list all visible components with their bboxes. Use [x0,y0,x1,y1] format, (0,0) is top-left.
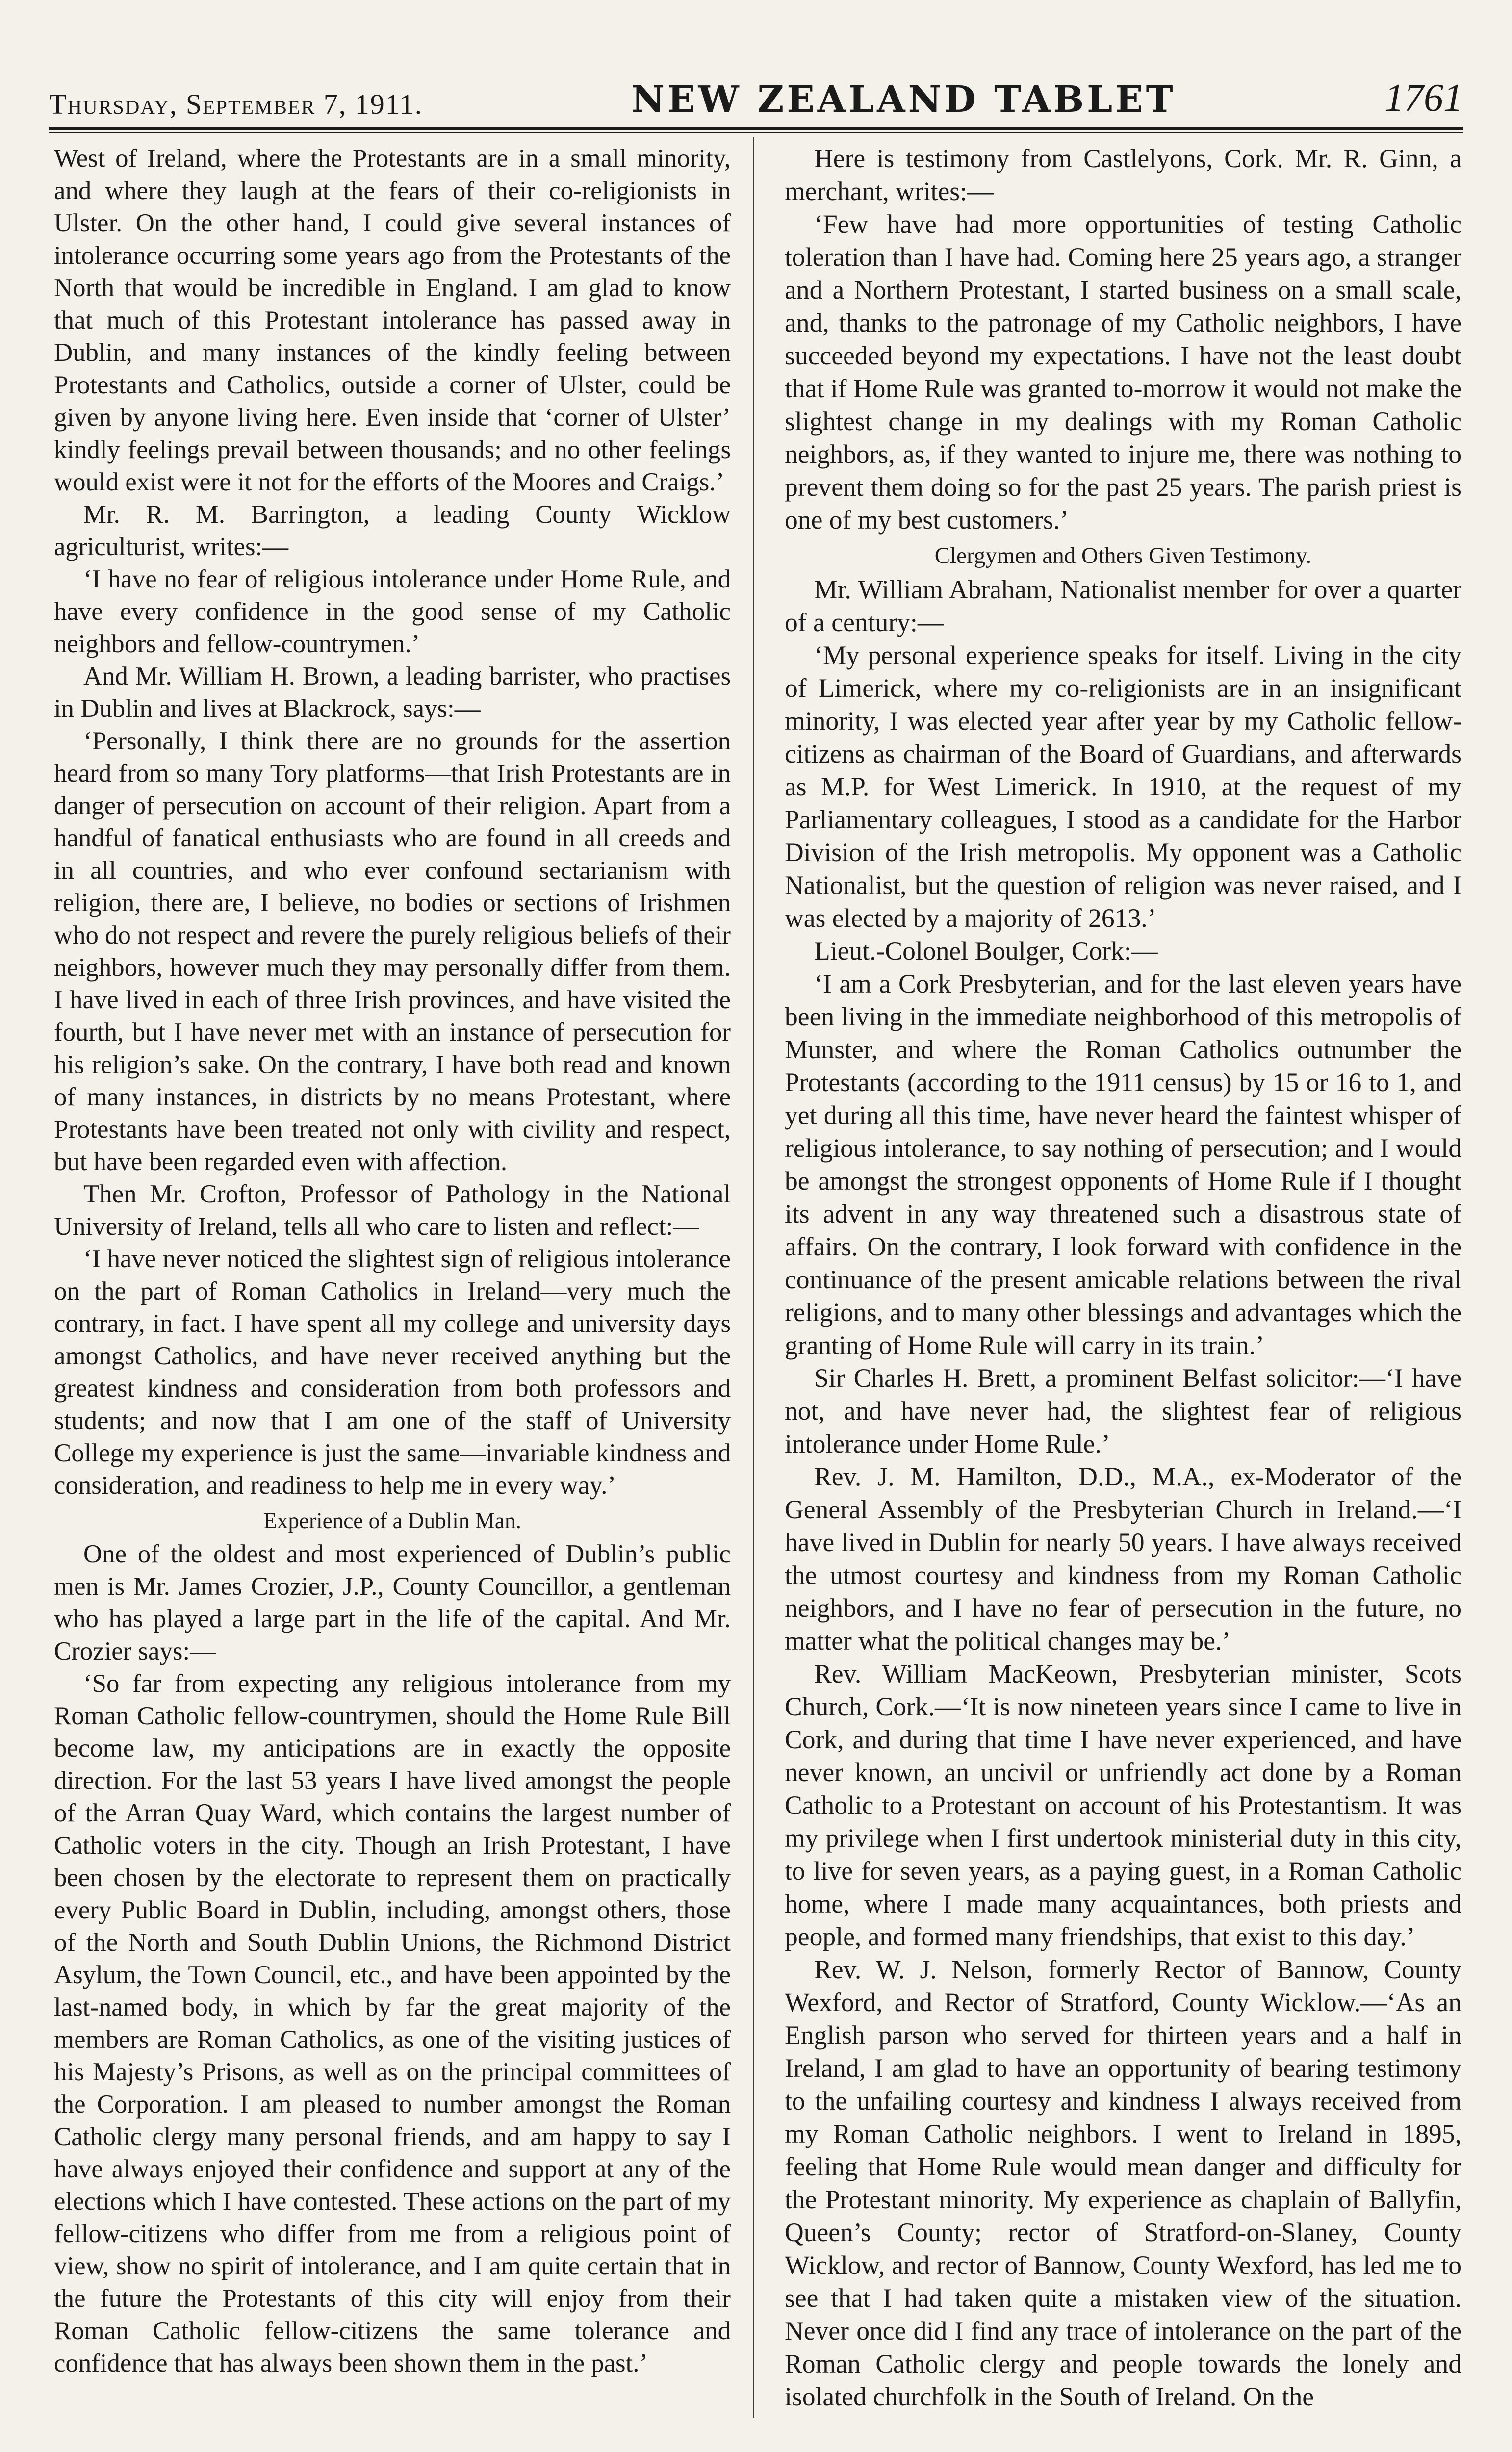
article-paragraph: ‘I have never noticed the slightest sign of religious intolerance on the part of Roman Catholics in Ireland—very much the contrary, in fact. I have spent all my college and university days amongst Catholics, and have never received anything but the greatest kindness and consideration from both professors and students; and now that I am one of the staff of University College my experience is just the same—invariable kindness and consideration, and readiness to help me in every way.’ [54,1245,731,1500]
article-paragraph: ‘Few have had more opportunities of testing Catholic toleration than I have had. Coming here 25 years ago, a stranger and a Northern Protestant, I started business on a small scale, and, thanks to the patronage of my Catholic neighbors, I have succeeded beyond my expectations. I have not the least doubt that if Home Rule was granted to-morrow it would not make the slightest change in my dealings with my Roman Catholic neighbors, as, if they wanted to injure me, there was nothing to prevent them doing so for the past 25 years. The parish priest is one of my best customers.’ [785,209,1461,535]
article-paragraph: One of the oldest and most experienced of Dublin’s public men is Mr. James Crozier, J.P., County Councillor, a gentleman who has played a large part in the life of the capital. And Mr. Crozier says:— [54,1540,731,1665]
header-rule-thin [49,132,1463,133]
article-paragraph: West of Ireland, where the Protestants are in a small minority, and where they laugh at the fears of their co-religionists in Ulster. On the other hand, I could give several instances of intolerance occurring some years ago from the Protestants of the North that would be incredible in England. I am glad to know that much of this Protestant intolerance has passed away in Dublin, and many instances of the kindly feeling between Protestants and Catholics, outside a corner of Ulster, could be given by anyone living here. Even inside that ‘corner of Ulster’ kindly feelings prevail between thousands; and no other feelings would exist were it not for the efforts of the Moores and Craigs.’ [54,144,731,496]
header-date: Thursday, September 7, 1911. [49,88,423,120]
article-paragraph: Then Mr. Crofton, Professor of Pathology in the National University of Ireland, tells all who care to listen and reflect:— [54,1180,731,1241]
article-paragraph: Rev. William MacKeown, Presbyterian minister, Scots Church, Cork.—‘It is now nineteen years since I came to live in Cork, and during that time I have never experienced, and have never known, an uncivil or unfriendly act done by a Roman Catholic to a Protestant on account of his Protestantism. It was my privilege when I first undertook ministerial duty in this city, to live for seven years, as a paying guest, in a Roman Catholic home, where I made many acquaintances, both priests and people, and formed many friendships, that exist to this day.’ [785,1659,1461,1951]
left-column [54,142,731,2418]
header-rule-thick [49,127,1463,130]
right-column [785,142,1461,2418]
article-paragraph: ‘Personally, I think there are no grounds for the assertion heard from so many Tory platforms—that Irish Protestants are in danger of persecution on account of their religion. Apart from a handful of fanatical enthusiasts who are found in all creeds and in all countries, and who ever confound sectarianism with religion, there are, I believe, no bodies or sections of Irishmen who do not respect and revere the purely religious beliefs of their neighbors, however much they may personally differ from them. I have lived in each of three Irish provinces, and have visited the fourth, but I have never met with an instance of persecution for his religion’s sake. On the contrary, I have both read and known of many instances, in districts by no means Protestant, where Protestants have been treated not only with civility and respect, but have been regarded even with affection. [54,727,731,1176]
section-heading: Experience of a Dublin Man. [263,1508,521,1533]
article-paragraph: Mr. William Abraham, Nationalist member for over a quarter of a century:— [785,575,1461,637]
article-paragraph: Sir Charles H. Brett, a prominent Belfast solicitor:—‘I have not, and have never had, the slightest fear of religious intolerance under Home Rule.’ [785,1363,1461,1458]
article-paragraph: ‘I have no fear of religious intolerance under Home Rule, and have every confidence in the good sense of my Catholic neighbors and fellow-countrymen.’ [54,565,731,658]
masthead-title: NEW ZEALAND TABLET [631,78,1176,121]
article-paragraph: Mr. R. M. Barrington, a leading County Wicklow agriculturist, writes:— [54,500,731,561]
article-paragraph: Lieut.-Colonel Boulger, Cork:— [814,936,1158,966]
article-paragraph: And Mr. William H. Brown, a leading barrister, who practises in Dublin and lives at Blackrock, says:— [54,662,731,723]
section-heading: Clergymen and Others Given Testimony. [934,543,1312,568]
column-divider [753,137,754,2418]
article-paragraph: Here is testimony from Castlelyons, Cork. Mr. R. Ginn, a merchant, writes:— [785,144,1461,206]
article-paragraph: ‘I am a Cork Presbyterian, and for the last eleven years have been living in the immediate neighborhood of this metropolis of Munster, and where the Roman Catholics outnumber the Protestants (according to the 1911 census) by 15 or 16 to 1, and yet during all this time, have never heard the faintest whisper of religious intolerance, to say nothing of persecution; and I would be amongst the strongest opponents of Home Rule if I thought its advent in any way threatened such a disastrous state of affairs. On the contrary, I look forward with confidence in the continuance of the present amicable relations between the rival religions, and to many other blessings and advantages which the granting of Home Rule will carry in its train.’ [785,969,1461,1360]
article-paragraph: Rev. J. M. Hamilton, D.D., M.A., ex-Moderator of the General Assembly of the Presbyterian Church in Ireland.—‘I have lived in Dublin for nearly 50 years. I have always received the utmost courtesy and kindness from my Roman Catholic neighbors, and I have no fear of persecution in the future, no matter what the political changes may be.’ [785,1462,1461,1656]
article-paragraph: Rev. W. J. Nelson, formerly Rector of Bannow, County Wexford, and Rector of Stratford, County Wicklow.—‘As an English parson who served for thirteen years and a half in Ireland, I am glad to have an opportunity of bearing testimony to the unfailing courtesy and kindness I always received from my Roman Catholic neighbors. I went to Ireland in 1895, feeling that Home Rule would mean danger and difficulty for the Protestant minority. My experience as chaplain of Ballyfin, Queen’s County; rector of Stratford-on-Slaney, County Wicklow, and rector of Bannow, County Wexford, has led me to see that I had taken quite a mistaken view of the situation. Never once did I find any trace of intolerance on the part of the Roman Catholic clergy and people towards the lonely and isolated churchfolk in the South of Ireland. On the [785,1955,1461,2411]
page-header [49,67,1463,121]
article-paragraph: ‘So far from expecting any religious intolerance from my Roman Catholic fellow-countrymen, should the Home Rule Bill become law, my anticipations are in exactly the opposite direction. For the last 53 years I have lived amongst the people of the Arran Quay Ward, which contains the largest number of Catholic voters in the city. Though an Irish Protestant, I have been chosen by the electorate to represent them on practically every Public Board in Dublin, including, amongst others, those of the North and South Dublin Unions, the Richmond District Asylum, the Town Council, etc., and have been appointed by the last-named body, in which by far the great majority of the members are Roman Catholics, as one of the visiting justices of his Majesty’s Prisons, as well as on the principal committees of the Corporation. I am pleased to number amongst the Roman Catholic clergy many personal friends, and am happy to say I have always enjoyed their confidence and support at any of the elections which I have contested. These actions on the part of my fellow-citizens who differ from me from a religious point of view, show no spirit of intolerance, and I am quite certain that in the future the Protestants of this city will enjoy from their Roman Catholic fellow-citizens the same tolerance and confidence that has always been shown them in the past.’ [54,1669,731,2377]
article-paragraph: ‘My personal experience speaks for itself. Living in the city of Limerick, where my co-religionists are in an insignificant minority, I was elected year after year by my Catholic fellow-citizens as chairman of the Board of Guardians, and afterwards as M.P. for West Limerick. In 1910, at the request of my Parliamentary colleagues, I stood as a candidate for the Harbor Division of the Irish metropolis. My opponent was a Catholic Nationalist, but the question of religion was never raised, and I was elected by a majority of 2613.’ [785,640,1461,933]
page-number: 1761 [1384,77,1463,120]
